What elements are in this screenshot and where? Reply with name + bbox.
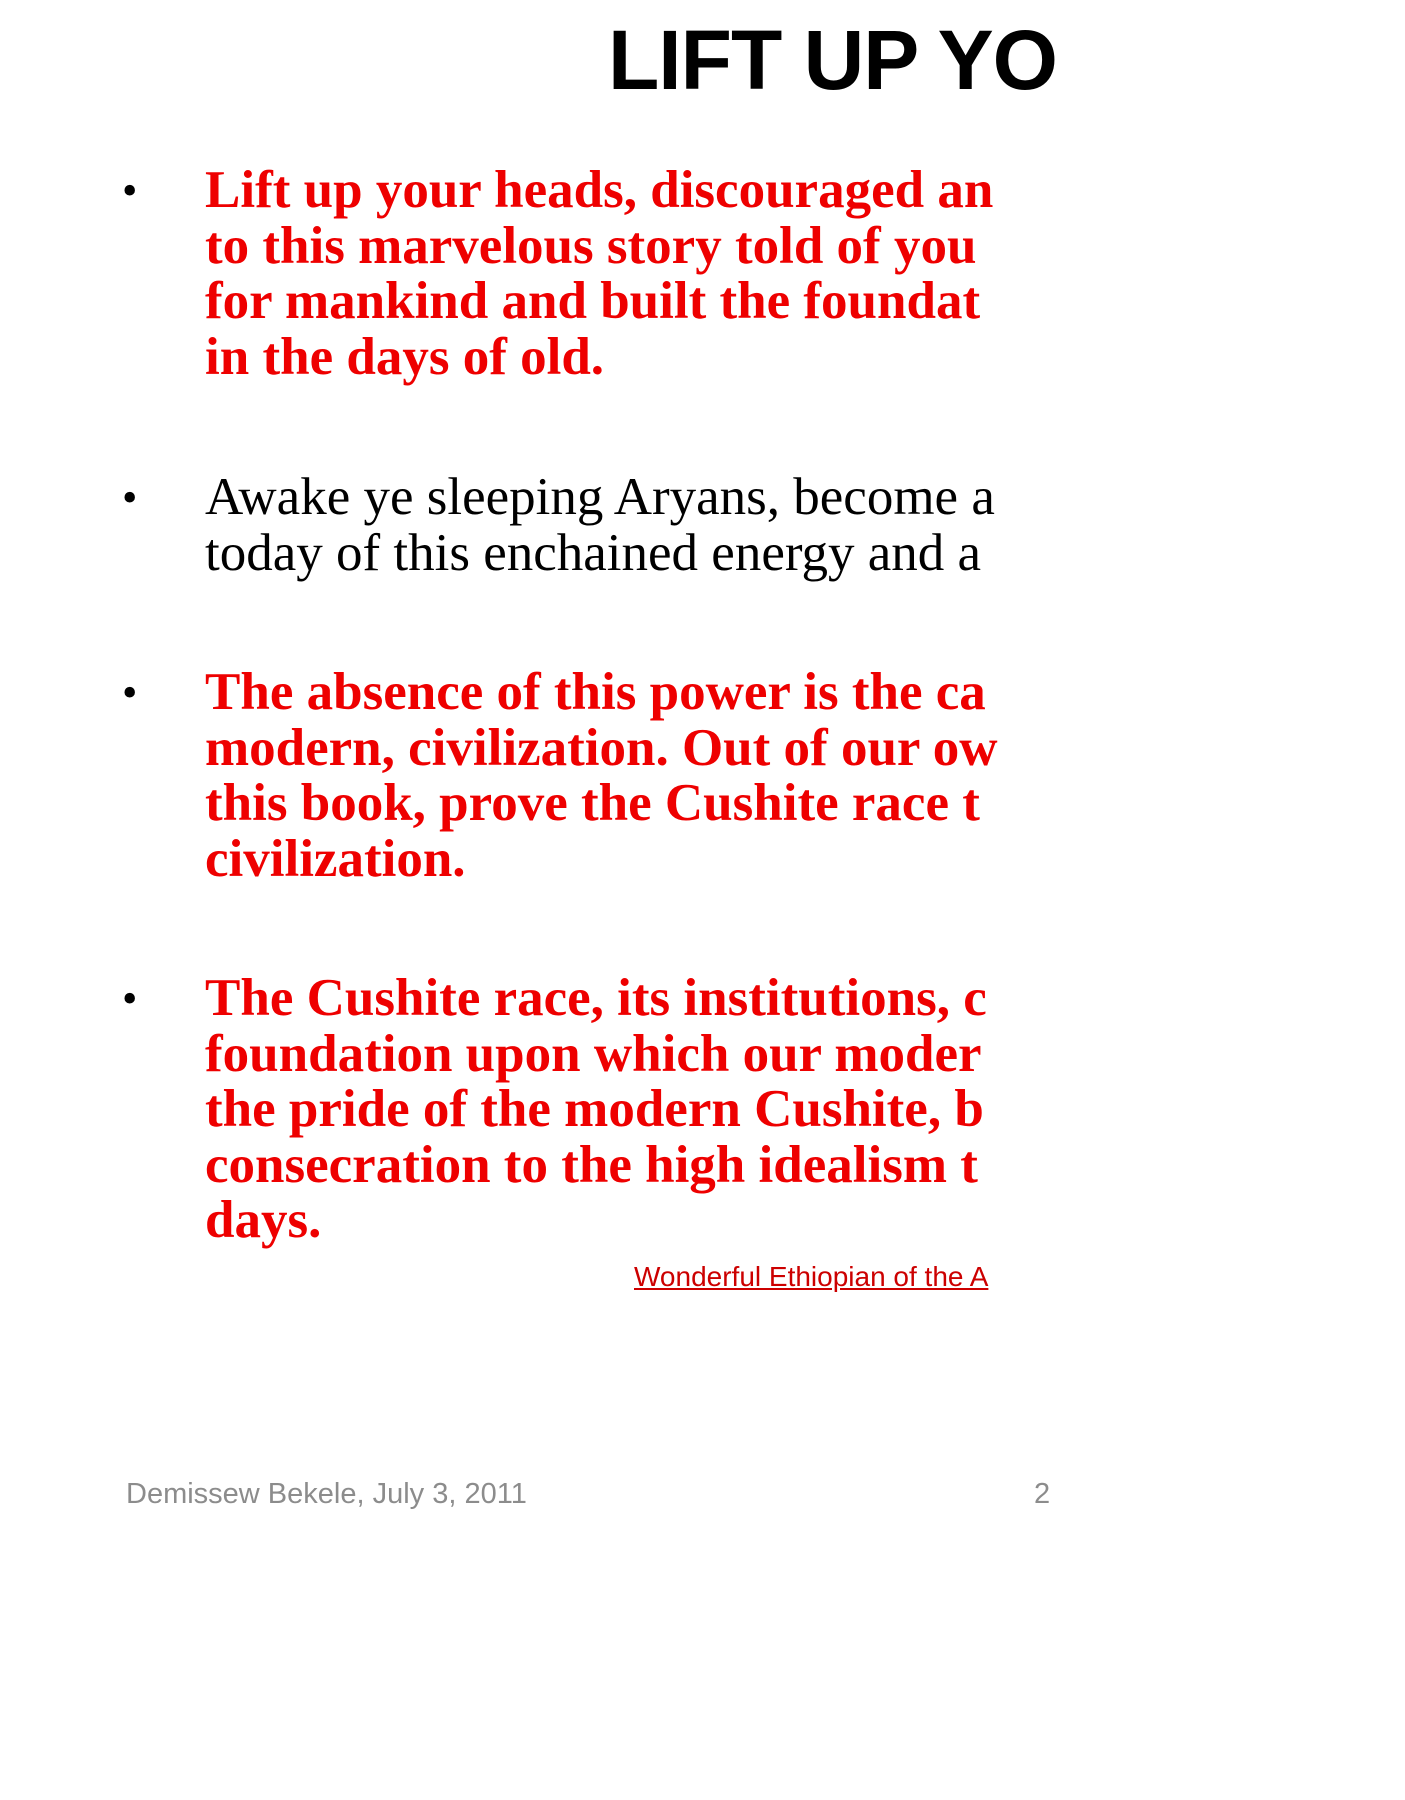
bullet-line: today of this enchained energy and a [205,523,982,582]
source-link[interactable]: Wonderful Ethiopian of the A [634,1261,989,1292]
footer-author-date: Demissew Bekele, July 3, 2011 [126,1478,527,1510]
bullet-line: modern, civilization. Out of our ow [205,718,998,777]
bullet-line: The Cushite race, its institutions, c [205,969,987,1027]
bullet-marker: • [122,166,138,215]
bullet-marker: • [122,974,138,1023]
bullet-text [205,665,1405,887]
bullet-line: civilization. [205,829,466,888]
footer-page-number: 2 [1034,1478,1051,1510]
bullet-line: this book, prove the Cushite race t [205,774,980,832]
bullet-text [205,971,1405,1249]
bullet-line: for mankind and built the foundat [205,272,981,330]
bullet-line: in the days of old. [205,327,605,386]
bullet-line: foundation upon which our moder [205,1024,982,1083]
bullet-marker: • [122,668,138,717]
bullet-line: Awake ye sleeping Aryans, become a [205,468,995,526]
bullet-line: consecration to the high idealism t [205,1135,978,1194]
bullet-line: Lift up your heads, discouraged an [205,161,994,219]
bullet-marker: • [122,473,138,522]
bullet-line: the pride of the modern Cushite, b [205,1080,984,1138]
bullet-line: The absence of this power is the ca [205,663,986,721]
slide-title: LIFT UP YO [608,13,1057,107]
bullet-line: to this marvelous story told of you [205,216,977,275]
bullet-text [205,163,1405,385]
bullet-text [205,470,1405,581]
bullet-line: days. [205,1191,322,1249]
